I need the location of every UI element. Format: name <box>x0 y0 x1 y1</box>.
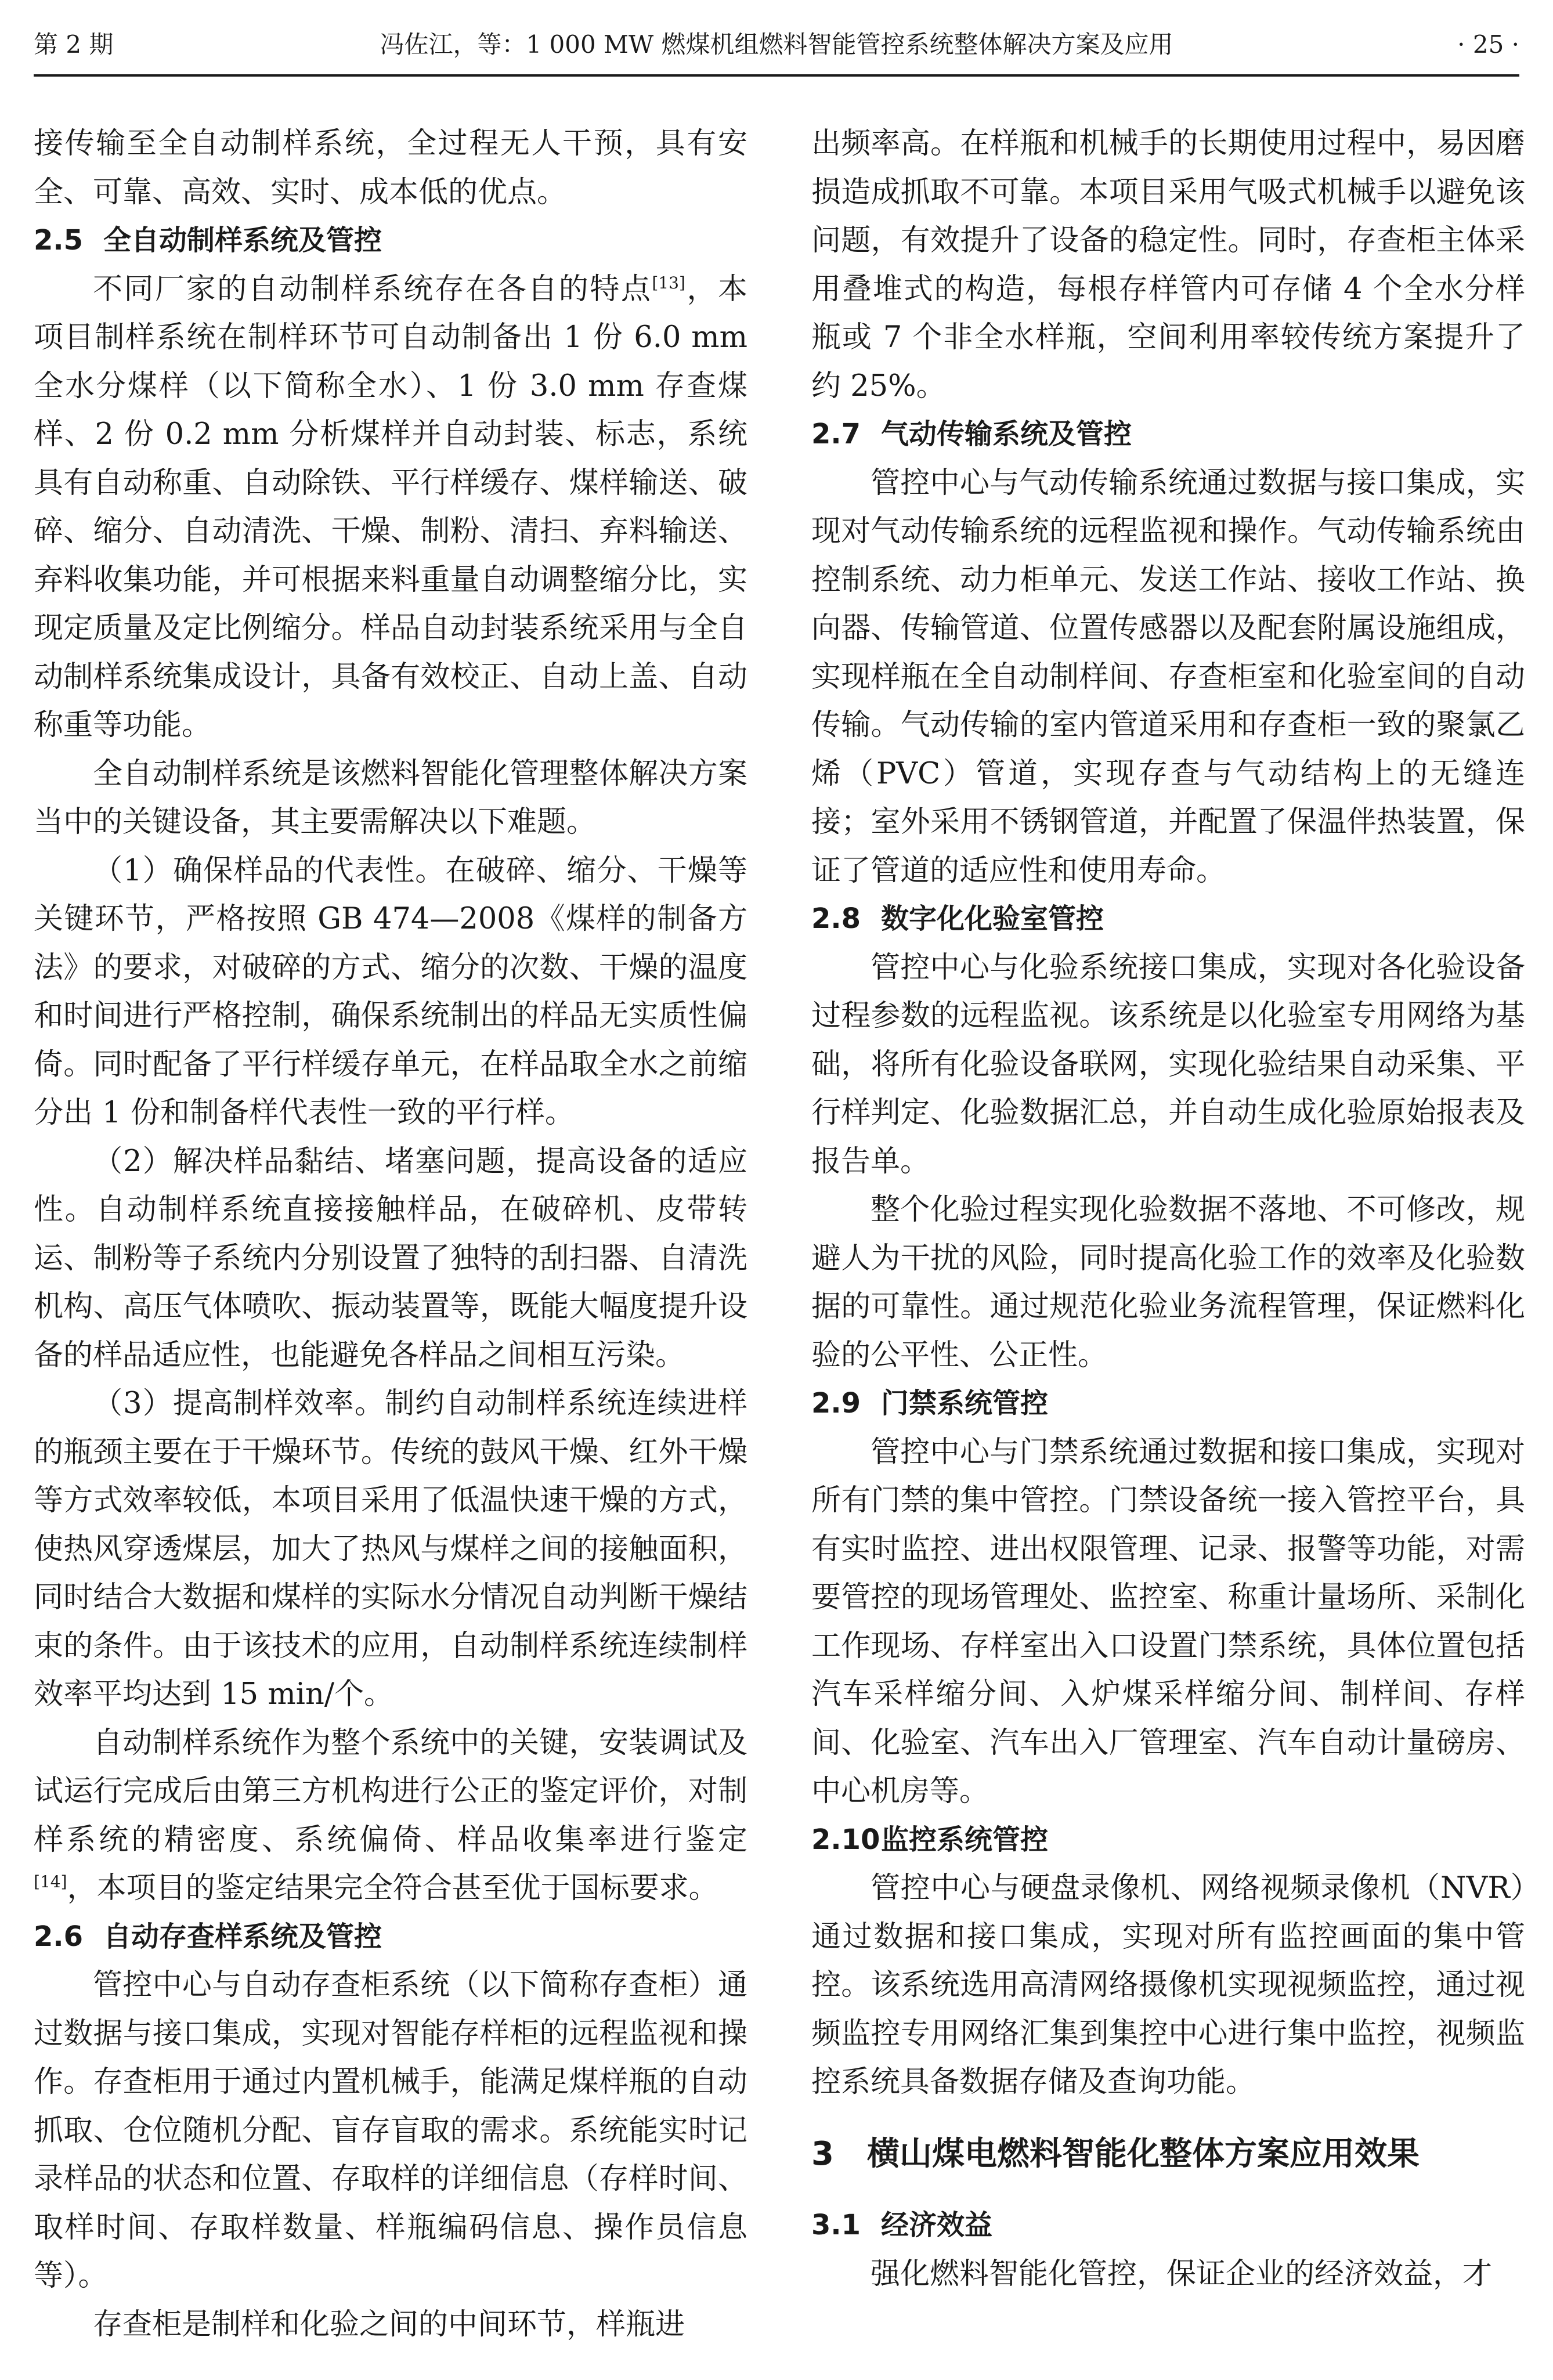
paragraph-continued: 出频率高。在样瓶和机械手的长期使用过程中，易因磨损造成抓取不可靠。本项目采用气吸式机械手以避免该问题，有效提升了设备的稳定性。同时，存查柜主体采用叠堆式的构造，每根存样管内可存储 4 个全水分样瓶或 7 个非全水样瓶，空间利用率较传统方案提升了约 25%。 <box>811 127 1525 403</box>
paragraph-text: 不同厂家的自动制样系统存在各自的特点 <box>93 272 652 306</box>
section-number: 2.5 <box>34 224 84 257</box>
paragraph: 管控中心与门禁系统通过数据和接口集成，实现对所有门禁的集中管控。门禁设备统一接入管控平台，具有实时监控、进出权限管理、记录、报警等功能，对需要管控的现场管理处、监控室、称重计量场所、采制化工作现场、存样室出入口设置门禁系统，具体位置包括汽车采样缩分间、入炉煤采样缩分间、制样间、存样间、化验室、汽车出入厂管理室、汽车自动计量磅房、中心机房等。 <box>811 1435 1525 1808</box>
section-heading-2-10 <box>811 1816 1525 1865</box>
paragraph-text: ，本项目制样系统在制样环节可自动制备出 1 份 6.0 mm 全水分煤样（以下简称全水）、1 份 3.0 mm 存查煤样、2 份 0.2 mm 分析煤样并自动封装、标志，系统具有自动称重、自动除铁、平行样缓存、煤样输送、破碎、缩分、自动清洗、干燥、制粉、清扫、弃料输送、弃料收集功能，并可根据来料重量自动调整缩分比，实现定质量及定比例缩分。样品自动封装系统采用与全自动制样系统集成设计，具备有效校正、自动上盖、自动称重等功能。 <box>34 272 747 742</box>
section-number: 3 <box>811 2135 834 2173</box>
paragraph: （1）确保样品的代表性。在破碎、缩分、干燥等关键环节，严格按照 GB 474—2008《煤样的制备方法》的要求，对破碎的方式、缩分的次数、干燥的温度和时间进行严格控制，确保系统制出的样品无实质性偏倚。同时配备了平行样缓存单元，在样品取全水之前缩分出 1 份和制备样代表性一致的平行样。 <box>34 853 747 1130</box>
section-title: 全自动制样系统及管控 <box>103 224 382 257</box>
issue-number: 第 2 期 <box>34 30 114 59</box>
section-number: 2.8 <box>811 902 861 935</box>
paragraph-continued: 接传输至全自动制样系统，全过程无人干预，具有安全、可靠、高效、实时、成本低的优点。 <box>34 127 747 210</box>
paragraph <box>34 1719 747 1913</box>
citation: [13] <box>652 273 685 292</box>
section-title: 横山煤电燃料智能化整体方案应用效果 <box>867 2135 1420 2173</box>
section-heading-2-7 <box>811 410 1525 459</box>
section-heading-3-1 <box>811 2201 1525 2250</box>
paragraph <box>34 265 747 750</box>
paragraph: 存查柜是制样和化验之间的中间环节，样瓶进 <box>93 2307 685 2342</box>
right-column <box>811 120 1525 2371</box>
section-number: 2.9 <box>811 1387 861 1420</box>
header-rule <box>34 74 1519 77</box>
section-title: 经济效益 <box>881 2209 993 2241</box>
paragraph: 全自动制样系统是该燃料智能化管理整体解决方案当中的关键设备，其主要需解决以下难题。 <box>34 756 747 839</box>
section-heading-2-6 <box>34 1913 747 1962</box>
paragraph-text: 自动制样系统作为整个系统中的关键，安装调试及试运行完成后由第三方机构进行公正的鉴定评价，对制样系统的精密度、系统偏倚、样品收集率进行鉴定 <box>34 1725 747 1857</box>
citation: [14] <box>34 1872 67 1891</box>
section-heading-2-5 <box>34 216 747 265</box>
section-heading-3 <box>811 2130 1525 2179</box>
paragraph: （2）解决样品黏结、堵塞问题，提高设备的适应性。自动制样系统直接接触样品，在破碎机、皮带转运、制粉等子系统内分别设置了独特的刮扫器、自清洗机构、高压气体喷吹、振动装置等，既能大幅度提升设备的样品适应性，也能避免各样品之间相互污染。 <box>34 1144 747 1373</box>
paragraph: 整个化验过程实现化验数据不落地、不可修改，规避人为干扰的风险，同时提高化验工作的效率及化验数据的可靠性。通过规范化验业务流程管理，保证燃料化验的公平性、公正性。 <box>811 1193 1525 1373</box>
page-number: · 25 · <box>1457 30 1519 59</box>
running-header <box>34 24 1519 65</box>
paragraph: 管控中心与化验系统接口集成，实现对各化验设备过程参数的远程监视。该系统是以化验室专用网络为基础，将所有化验设备联网，实现化验结果自动采集、平行样判定、化验数据汇总，并自动生成化验原始报表及报告单。 <box>811 950 1525 1179</box>
paragraph: （3）提高制样效率。制约自动制样系统连续进样的瓶颈主要在于干燥环节。传统的鼓风干燥、红外干燥等方式效率较低，本项目采用了低温快速干燥的方式，使热风穿透煤层，加大了热风与煤样之间的接触面积，同时结合大数据和煤样的实际水分情况自动判断干燥结束的条件。由于该技术的应用，自动制样系统连续制样效率平均达到 15 min/个。 <box>34 1386 747 1711</box>
section-number: 3.1 <box>811 2209 861 2241</box>
left-column <box>34 120 747 2371</box>
section-number: 2.10 <box>811 1823 880 1856</box>
section-title: 门禁系统管控 <box>881 1387 1049 1420</box>
section-number: 2.6 <box>34 1920 84 1953</box>
section-title: 气动传输系统及管控 <box>881 418 1132 450</box>
paragraph-text: ，本项目的鉴定结果完全符合甚至优于国标要求。 <box>67 1871 718 1905</box>
section-title: 自动存查样系统及管控 <box>103 1920 382 1953</box>
section-heading-2-9 <box>811 1379 1525 1428</box>
section-heading-2-8 <box>811 895 1525 944</box>
paragraph: 管控中心与硬盘录像机、网络视频录像机（NVR）通过数据和接口集成，实现对所有监控画面的集中管控。该系统选用高清网络摄像机实现视频监控，通过视频监控专用网络汇集到集控中心进行集中监控，视频监控系统具备数据存储及查询功能。 <box>811 1871 1525 2099</box>
section-number: 2.7 <box>811 418 861 450</box>
section-title: 监控系统管控 <box>881 1823 1049 1856</box>
paragraph: 强化燃料智能化管控，保证企业的经济效益，才 <box>871 2256 1493 2291</box>
paragraph: 管控中心与自动存查柜系统（以下简称存查柜）通过数据与接口集成，实现对智能存样柜的远程监视和操作。存查柜用于通过内置机械手，能满足煤样瓶的自动抓取、仓位随机分配、盲存盲取的需求。系统能实时记录样品的状态和位置、存取样的详细信息（存样时间、取样时间、存取样数量、样瓶编码信息、操作员信息等）。 <box>34 1968 747 2293</box>
paragraph: 管控中心与气动传输系统通过数据与接口集成，实现对气动传输系统的远程监视和操作。气动传输系统由控制系统、动力柜单元、发送工作站、接收工作站、换向器、传输管道、位置传感器以及配套附属设施组成，实现样瓶在全自动制样间、存查柜室和化验室间的自动传输。气动传输的室内管道采用和存查柜一致的聚氯乙烯（PVC）管道，实现存查与气动结构上的无缝连接；室外采用不锈钢管道，并配置了保温伴热装置，保证了管道的适应性和使用寿命。 <box>811 465 1525 888</box>
section-title: 数字化化验室管控 <box>881 902 1104 935</box>
running-title: 冯佐江，等：1 000 MW 燃煤机组燃料智能管控系统整体解决方案及应用 <box>380 30 1173 59</box>
